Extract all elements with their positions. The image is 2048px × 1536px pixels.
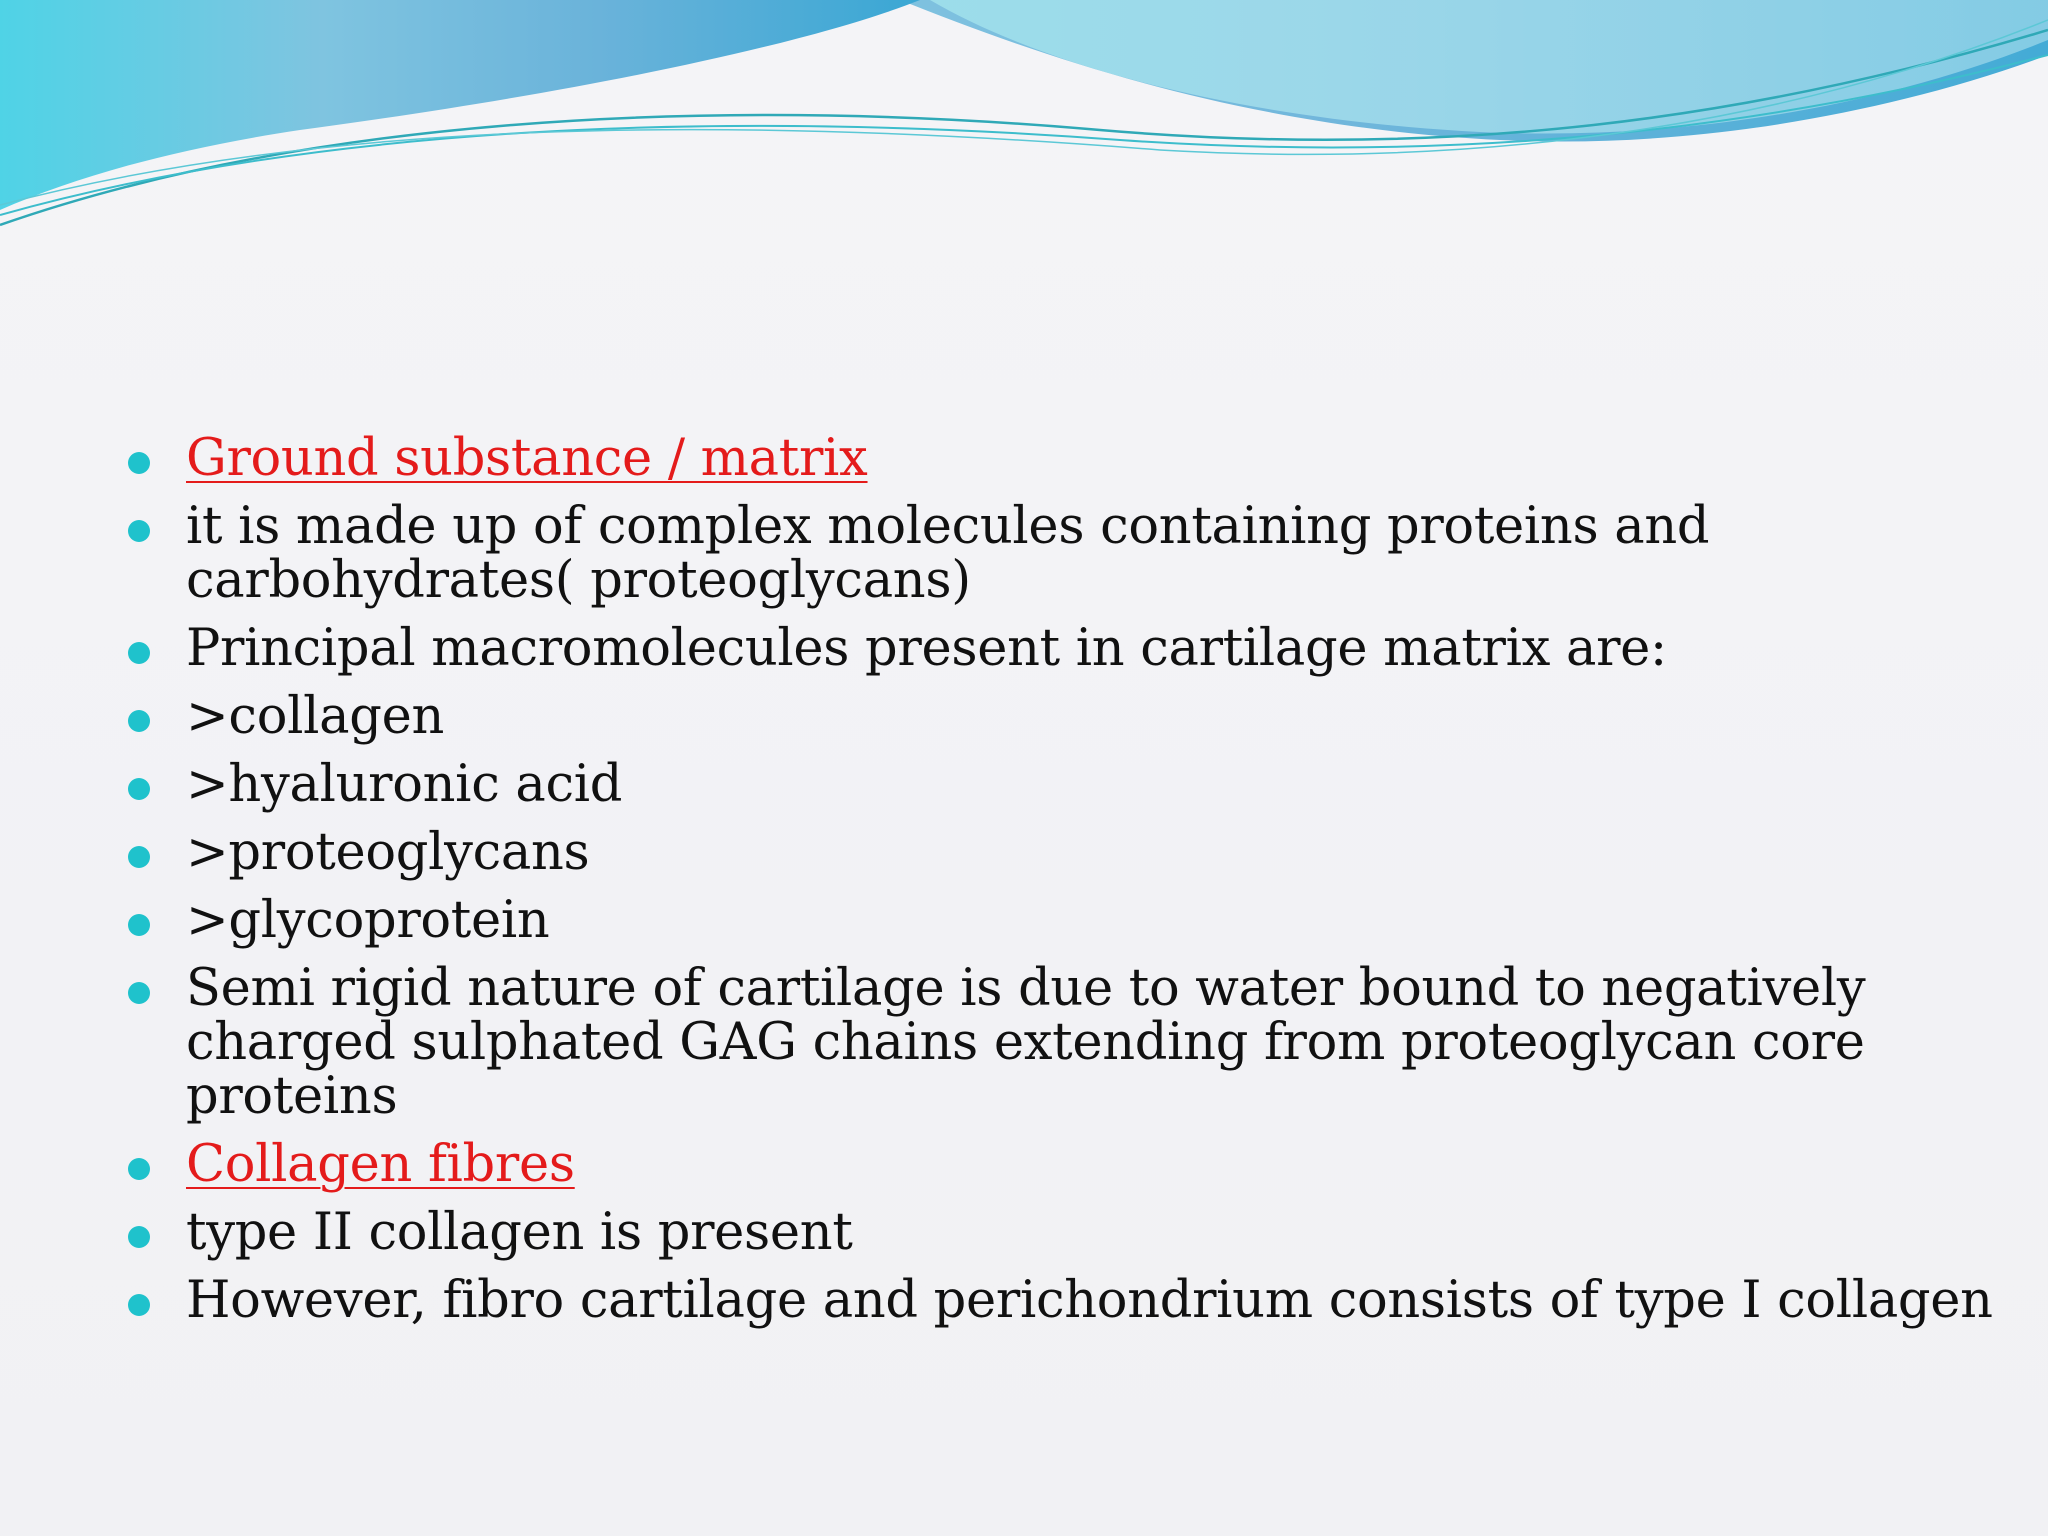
decorative-wave-header	[0, 0, 2048, 240]
bullet-text: >hyaluronic acid	[186, 755, 623, 814]
bullet-text: >collagen	[186, 687, 445, 746]
bullet-text: >proteoglycans	[186, 823, 590, 882]
bullet-item	[128, 1271, 1993, 1330]
bullet-item	[128, 823, 1988, 882]
bullet-item	[128, 1135, 1988, 1194]
bullet-item	[128, 429, 1988, 488]
bullet-item	[128, 497, 1988, 610]
bullet-text: Principal macromolecules present in cartilage matrix are:	[186, 619, 1667, 678]
bullet-text: However, fibro cartilage and perichondrium consists of type I collagen	[186, 1271, 1993, 1330]
bullet-dot-icon	[128, 1226, 150, 1248]
bullet-dot-icon	[128, 846, 150, 868]
section-heading-ground-substance: Ground substance / matrix	[186, 429, 868, 488]
bullet-dot-icon	[128, 1158, 150, 1180]
bullet-dot-icon	[128, 452, 150, 474]
bullet-item	[128, 687, 1988, 746]
bullet-item	[128, 619, 1988, 678]
bullet-text: Semi rigid nature of cartilage is due to water bound to negatively charged sulphated GAG chains extending from proteoglycan core proteins	[186, 959, 1866, 1126]
bullet-list	[128, 429, 1993, 1342]
bullet-dot-icon	[128, 982, 150, 1004]
bullet-dot-icon	[128, 520, 150, 542]
bullet-dot-icon	[128, 914, 150, 936]
bullet-text: >glycoprotein	[186, 891, 550, 950]
bullet-item	[128, 959, 1988, 1126]
bullet-dot-icon	[128, 710, 150, 732]
bullet-dot-icon	[128, 642, 150, 664]
bullet-dot-icon	[128, 1294, 150, 1316]
bullet-text: it is made up of complex molecules containing proteins and carbohydrates( proteoglycans)	[186, 497, 1710, 610]
bullet-text: type II collagen is present	[186, 1203, 853, 1262]
bullet-item	[128, 891, 1988, 950]
bullet-dot-icon	[128, 778, 150, 800]
bullet-item	[128, 1203, 1988, 1262]
section-heading-collagen-fibres: Collagen fibres	[186, 1135, 575, 1194]
bullet-item	[128, 755, 1988, 814]
